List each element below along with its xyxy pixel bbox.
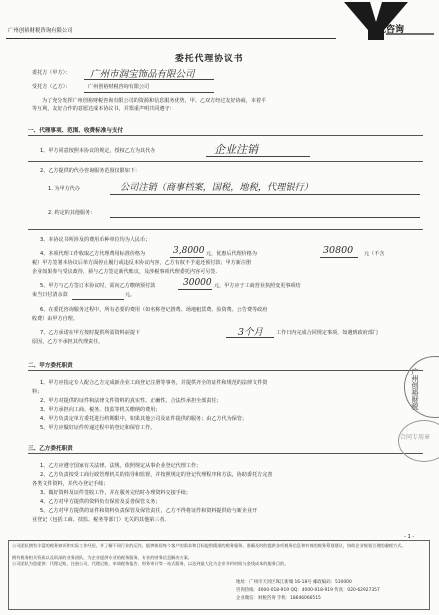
item-3-5a: 5、乙方对甲方提供的证件和资料负责保管及保管责任，乙方不得将证件和资料提供给与新企业开 <box>40 508 258 514</box>
footer-box <box>8 540 430 610</box>
item-1-1: 1、甲方同意按照本协议的规定，授权乙方为其代办 <box>40 148 156 154</box>
fee-prepay-underline <box>178 289 212 290</box>
period-handwritten: 3个月 <box>238 327 264 338</box>
item-1-4b: 元，优惠后代理价格为 <box>206 251 257 257</box>
party-a-value: 广州市润宝饰品有限公司 <box>90 69 195 80</box>
brand-name: 财税咨询 <box>368 25 405 35</box>
footer-text-2: 拥有税务相关资质以及资深的业务团队，为企业提供专业的税务服务，专业的财务信息解决方案。 <box>12 555 193 560</box>
intro-line-2: 等互利，友好合作的意愿达成本协议书，并郑重声明共同遵守： <box>32 106 175 112</box>
page-title: 委托代理协议书 <box>175 54 244 64</box>
item-1-7c: 原因，乙方不承担其代理责任。 <box>32 339 104 345</box>
item-1-7a: 7、乙方承诺在甲方按时提供所需资料前提下 <box>40 330 141 336</box>
item-1-4d: 税）甲方签署本协议后单方面停止履行或违反本协议内容，乙方有权不予退还预付款；甲方新注册 <box>32 260 252 266</box>
item-3-4: 4、乙方对甲方提供的资料负有保密及妥善保管义务； <box>40 499 161 505</box>
item-1-2-1-handwritten: 公司注销（商事档案，国税，地税，代理银行） <box>120 182 313 193</box>
footer-text-3: 公司团队为您提供：代理记账，注册公司，代理记账，申请税务报告，财务审计等一站式服务，以达到最大化为企业节约时间与金钱成本的服务目的。 <box>12 561 289 566</box>
item-1-5c: 束当日付清余款 <box>32 292 68 298</box>
intro-line-1: 为了充分发挥广州创裕财税咨询有限公司的资源和信息服务优势，甲、乙双方经过友好协商，本着平 <box>42 98 267 104</box>
section-1-heading: 一、代理事项、范围、收费标准与支付 <box>28 128 124 134</box>
item-3-2b: 各类文件资料，并代办登记手续； <box>32 481 109 487</box>
item-1-5d: 元。 <box>125 292 136 298</box>
item-2-1b: 料； <box>32 389 43 395</box>
item-1-1-underline <box>206 156 310 157</box>
item-1-4e: 企业如果参与受议政待，须与乙方签定新代账议，及涉税事项代理委托内容可另签. <box>32 269 217 275</box>
footer-contact: 企业微信：财税咨询 手机：18646066515 <box>236 596 321 601</box>
item-2-2: 2、甲方对提供的证件和法律文件资料的真实性、正确性、合法性承担全部责任； <box>40 398 222 404</box>
item-1-6a: 6、在委托咨询服务过程中，所有必要的费用（如名称登记推费、场地租赁费、验资费、公告费等政府 <box>40 307 268 313</box>
period-underline <box>226 337 274 338</box>
section-1-rule <box>28 135 423 136</box>
item-1-3: 3、本协议书所涉及的费用币种单位均为人民币； <box>40 237 151 243</box>
item-2-1a: 1、甲方应指定专人配合乙方完成新企业工商登记注册等事务，并提供齐全的证件和规范的法律文件资 <box>40 380 268 386</box>
item-3-3: 3、做好资料及证件签收工作，并在服务完结时办理资料交接手续； <box>40 490 191 496</box>
item-3-1: 1、乙方应遵守国家有关法律、法规，依照规定从事企业登记代理工作； <box>40 463 202 469</box>
fee-discount-underline <box>320 257 358 258</box>
item-1-6b: 收费）由甲方自理。 <box>32 316 78 322</box>
item-1-2-2-underline <box>110 217 420 218</box>
section-3-rule <box>28 453 423 454</box>
item-2-5: 5、甲方应做好证件传递过程中的登记和保管工作。 <box>40 425 156 431</box>
fee-prepay: 30000 <box>183 278 212 288</box>
item-1-7b: 工作日内完成合同规定事项，如遇到政府部门 <box>276 330 378 336</box>
party-a-underline <box>84 79 214 80</box>
logo-icon <box>336 0 436 42</box>
footer-address: 地址：广州市天河区珠江新城 16-18号 邮政编码：510000 <box>236 580 352 585</box>
contract-seal <box>398 420 439 462</box>
fee-discount: 30800 <box>323 245 354 256</box>
item-3-5b: 业登记（包括工商、技监、税务等部门）无关的其他第三者。 <box>32 517 170 523</box>
item-1-2-1-underline <box>110 194 420 195</box>
divider-2 <box>28 229 423 230</box>
item-1-2-2: 2. 约定的其他服务： <box>48 210 96 216</box>
item-1-2: 2、乙方提供的代办咨询服务范围仅限如下： <box>40 168 141 174</box>
company-seal-text: 广州创裕财税 <box>411 368 419 410</box>
fee-standard: 3,8000 <box>173 246 205 256</box>
balance-underline <box>72 299 124 300</box>
party-a-label: 委托方（甲方）： <box>32 70 71 76</box>
item-2-4: 4、甲方负责定单方委托进行约期限中，如果其他公司及证件提供的服务；由乙方代为保管； <box>40 416 247 422</box>
section-2-rule <box>28 370 423 371</box>
contract-seal-text: 合同专用章 <box>400 434 431 441</box>
section-2-heading: 二、甲方委托职责 <box>28 363 73 369</box>
item-1-5b: 元，甲方应于工商营业执照变更事项结 <box>214 283 301 289</box>
party-b-underline <box>84 92 214 93</box>
header-company: 广州创裕财税咨询有限公司 <box>8 28 73 34</box>
divider-1 <box>28 161 423 162</box>
header-rule <box>6 38 336 39</box>
item-3-2a: 2、乙方负责按受工商行政管理机关的指导和监督，并按照规定的登记代理程序和方法，协助委托方完善 <box>40 472 273 478</box>
footer-hotline: 咨询热线：4000-018-919 QQ：4000-018-919 传真：020-62927357 <box>236 588 380 593</box>
item-1-1-handwritten: 企业注销 <box>214 143 258 156</box>
item-2-3: 3、甲方承担向工商、税务、技监等机关缴纳的费用； <box>40 407 161 413</box>
fee-standard-underline <box>170 257 204 258</box>
item-1-4a: 4、本项代理工作收取乙方代理费用标准价格为 <box>40 251 146 257</box>
page-number: - 1 - <box>404 534 415 540</box>
item-1-5a: 5、甲方与乙方签订本协议时，需向乙方缴纳预付款 <box>40 283 156 289</box>
item-1-2-1: 1. 为甲方代办 <box>48 186 80 192</box>
party-b-value: 广州创裕财税咨询有限公司 <box>88 84 150 90</box>
party-b-label: 受托方（乙方）： <box>32 84 71 90</box>
item-1-4c: 元（不含 <box>364 251 385 257</box>
footer-text-1: 公司团队拥有丰富的税务知识和实际工作经验，并了解不同行业的运作，能够体验每个客户的需求和目标提供精准的税务服务。准确及时的提供各项税务信息和有效的税务筹划建议，协助企业规划合理的避税方式。 <box>12 543 406 548</box>
section-3-heading: 三、乙方委托职责 <box>28 446 73 452</box>
